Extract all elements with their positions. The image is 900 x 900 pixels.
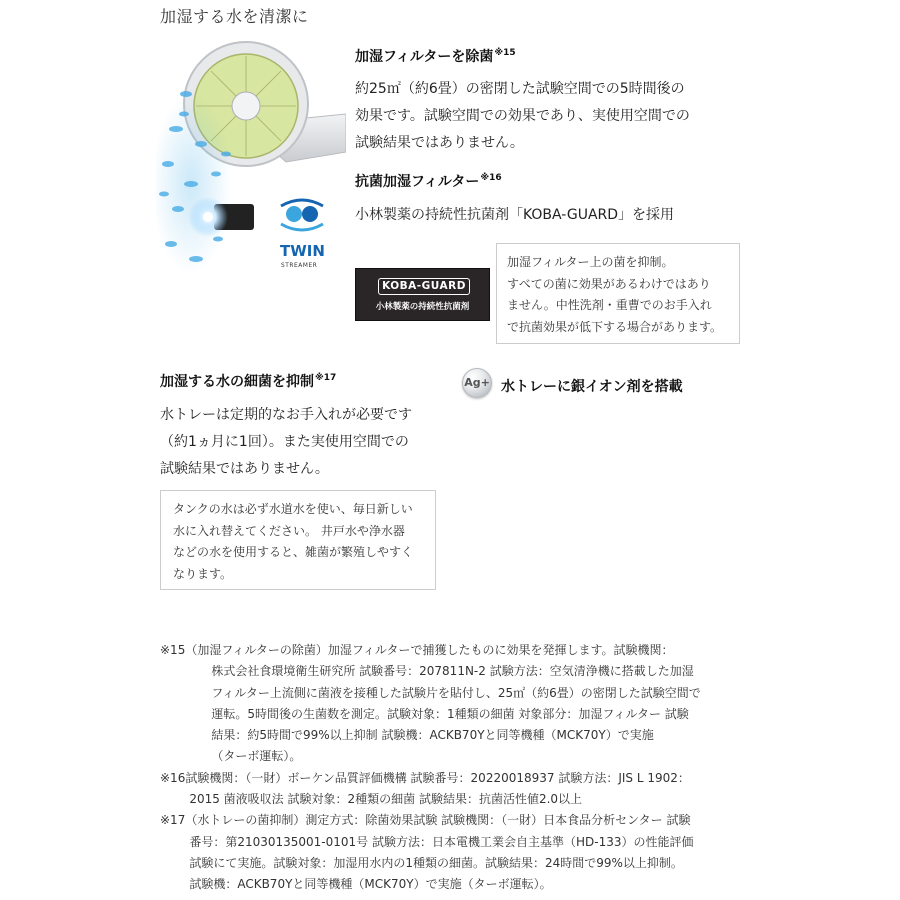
footnote-mark: ※16: [160, 770, 186, 785]
text-line: タンクの水は必ず水道水を使い、毎日新しい: [173, 502, 413, 516]
water-bacteria-heading: [160, 371, 336, 391]
footnote-line: 2015 菌液吸収法 試験対象：2種類の細菌 試験結果：抗菌活性値2.0以上: [189, 792, 583, 807]
text-line: （約1ヵ月に1回）。また実使用空間での: [160, 434, 409, 450]
text-line: 水に入れ替えてください。 井戸水や浄水器: [173, 523, 405, 538]
antibacterial-note-box: [496, 243, 740, 344]
heading-text: 抗菌加湿フィルター: [355, 174, 480, 190]
footnote-16: [160, 768, 760, 811]
footnote-line: 試験機：ACKB70Yと同等機種（MCK70Y）で実施（ターボ運転）。: [189, 877, 552, 892]
koba-guard-text: 小林製薬の持続性抗菌剤「KOBA-GUARD」を採用: [355, 207, 675, 223]
koba-guard-subtitle: 小林製薬の持続性抗菌剤: [375, 302, 470, 312]
humidifier-filter-illustration: [156, 34, 346, 284]
footnote-ref: ※17: [315, 373, 337, 383]
koba-guard-wordmark: KOBA-GUARD: [378, 278, 470, 295]
text-line: などの水を使用すると、雑菌が繁殖しやすく: [173, 545, 414, 559]
page-title: 加湿する水を清潔に: [160, 7, 309, 26]
text-line: 水トレーは定期的なお手入れが必要です: [160, 407, 412, 423]
tank-water-note-box: [160, 490, 436, 590]
twin-logo-text: TWIN: [280, 242, 325, 260]
heading-text: 加湿する水の細菌を抑制: [160, 374, 314, 390]
footnote-mark: ※17: [160, 813, 186, 828]
twin-streamer-icon: [281, 200, 323, 230]
text-line: 約25㎡（約6畳）の密閉した試験空間での5時間後の: [355, 81, 685, 97]
footnote-17: [160, 810, 760, 895]
filter-sterilization-heading: [355, 46, 516, 66]
filter-sterilization-text: [355, 76, 690, 157]
filter-streamer-image: [156, 34, 346, 284]
footnote-line: （水トレーの菌抑制）測定方式：除菌効果試験 試験機関：（一財）日本食品分析センター 試験: [185, 813, 691, 828]
water-bacteria-text: [160, 402, 412, 483]
footnote-line: 株式会社食環境衛生研究所 試験番号：207811N-2 試験方法：空気清浄機に搭載した加湿: [211, 664, 694, 679]
footnote-line: フィルター上流側に菌液を接種した試験片を貼付し、25㎡（約6畳）の密閉した試験空間で: [211, 685, 701, 700]
footnote-line: 運転。5時間後の生菌数を測定。試験対象：1種類の細菌 対象部分：加湿フィルター 試験: [211, 706, 689, 721]
text-line: なります。: [173, 566, 233, 581]
footnote-line: 試験機関：（一財）ボーケン品質評価機構 試験番号：20220018937 試験方法：JIS L 1902：: [185, 770, 690, 785]
text-line: 試験結果ではありません。: [355, 135, 524, 151]
text-line: すべての菌に効果があるわけではあり: [507, 276, 711, 291]
text-line: 試験結果ではありません。: [160, 461, 329, 477]
silver-ion-label: 水トレーに銀イオン剤を搭載: [501, 379, 683, 395]
footnote-line: 試験にて実施。試験対象：加湿用水内の1種類の細菌。試験結果：24時間で99%以上抑制。: [189, 855, 683, 870]
footnote-line: （加湿フィルターの除菌）加湿フィルターで捕獲したものに効果を発揮します。試験機関：: [185, 643, 674, 657]
text-line: 加湿フィルター上の菌を抑制。: [507, 255, 674, 269]
footnote-line: 番号：第21030135001-0101号 試験方法：日本電機工業会自主基準（HD-133）の性能評価: [189, 834, 694, 849]
text-line: で抗菌効果が低下する場合があります。: [507, 319, 723, 334]
text-line: 効果です。試験空間での効果であり、実使用空間での: [355, 108, 690, 124]
footnote-mark: ※15: [160, 643, 186, 657]
footnote-ref: ※15: [494, 48, 516, 58]
heading-text: 加湿フィルターを除菌: [355, 49, 494, 65]
antibacterial-filter-heading: [355, 171, 502, 191]
footnote-line: （ターボ運転）。: [211, 749, 302, 764]
text-line: ません。中性洗剤・重曹でのお手入れ: [507, 298, 712, 312]
twin-logo-subtext: STREAMER: [281, 263, 318, 269]
footnote-15: [160, 640, 760, 768]
koba-guard-logo: [355, 268, 490, 321]
footnotes: [160, 640, 760, 896]
footnote-ref: ※16: [480, 173, 502, 183]
footnote-line: 結果：約5時間で99%以上抑制 試験機：ACKB70Yと同等機種（MCK70Y）で実施: [211, 728, 654, 743]
silver-ion-icon: Ag+: [462, 368, 492, 398]
